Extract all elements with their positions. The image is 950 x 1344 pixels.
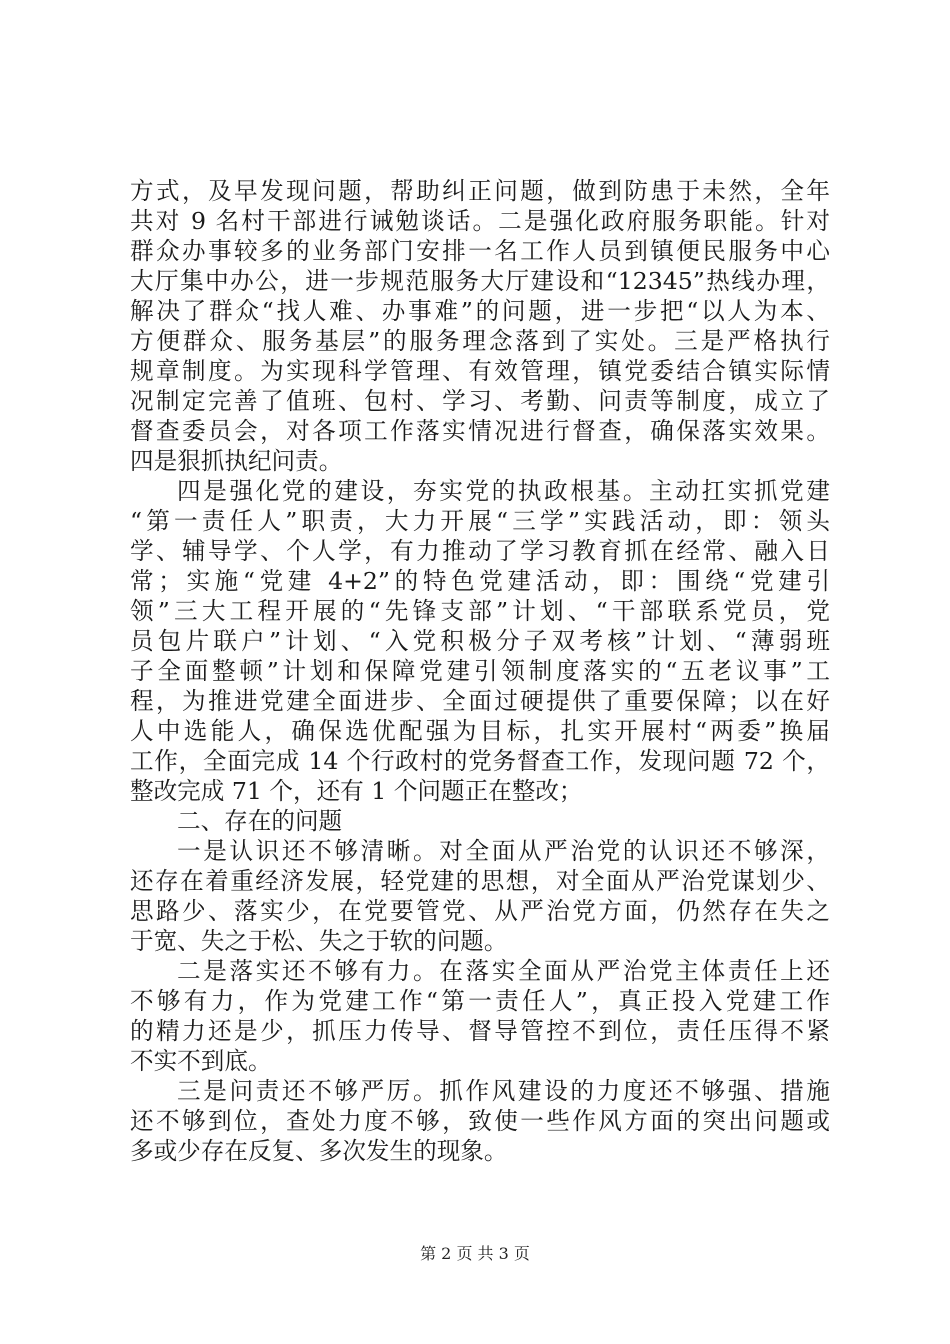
text-line: 不够有力，作为党建工作“第一责任人”，真正投入党建工作 [130,987,830,1015]
text-line: 二、存在的问题 [177,807,343,835]
text-line: 三是问责还不够严厉。抓作风建设的力度还不够强、措施 [177,1077,830,1105]
text-line: 二是落实还不够有力。在落实全面从严治党主体责任上还 [177,957,830,985]
text-line: 的精力还是少，抓压力传导、督导管控不到位，责任压得不紧 [130,1017,830,1045]
document-body [130,176,830,1166]
text-line: 四是狠抓执纪问责。 [130,447,343,475]
text-line: 四是强化党的建设，夯实党的执政根基。主动扛实抓党建 [177,477,830,505]
text-line: 大厅集中办公，进一步规范服务大厅建设和“12345”热线办理， [130,267,830,295]
text-line: 整改完成 71 个，还有 1 个问题正在整改； [130,777,583,805]
text-line: 员包片联户”计划、“入党积极分子双考核”计划、“薄弱班 [130,627,830,655]
text-line: 方式，及早发现问题，帮助纠正问题，做到防患于未然，全年 [130,177,830,205]
text-line: 程，为推进党建全面进步、全面过硬提供了重要保障；以在好 [130,687,830,715]
text-line: 常；实施“党建 4+2”的特色党建活动，即：围绕“党建引 [130,567,830,595]
text-line: 工作，全面完成 14 个行政村的党务督查工作，发现问题 72 个， [130,747,830,775]
text-line: 领”三大工程开展的“先锋支部”计划、“干部联系党员，党 [130,597,830,625]
text-line: 还存在着重经济发展，轻党建的思想，对全面从严治党谋划少、 [130,867,830,895]
text-line: 解决了群众“找人难、办事难”的问题，进一步把“以人为本、 [130,297,830,325]
text-line: 况制定完善了值班、包村、学习、考勤、问责等制度，成立了 [130,387,830,415]
text-line: 不实不到底。 [130,1047,272,1075]
text-line: “第一责任人”职责，大力开展“三学”实践活动，即：领头 [130,507,830,535]
text-line: 学、辅导学、个人学，有力推动了学习教育抓在经常、融入日 [130,537,830,565]
page-footer: 第 2 页 共 3 页 [420,1244,530,1263]
text-line: 督查委员会，对各项工作落实情况进行督查，确保落实效果。 [130,417,830,445]
text-line: 于宽、失之于松、失之于软的问题。 [130,927,508,955]
text-line: 一是认识还不够清晰。对全面从严治党的认识还不够深， [177,837,830,865]
text-line: 群众办事较多的业务部门安排一名工作人员到镇便民服务中心 [130,237,830,265]
text-line: 规章制度。为实现科学管理、有效管理，镇党委结合镇实际情 [130,357,830,385]
text-line: 还不够到位，查处力度不够，致使一些作风方面的突出问题或 [130,1107,830,1135]
text-line: 子全面整顿”计划和保障党建引领制度落实的“五老议事”工 [130,657,830,685]
text-line: 思路少、落实少，在党要管党、从严治党方面，仍然存在失之 [130,897,830,925]
text-line: 方便群众、服务基层”的服务理念落到了实处。三是严格执行 [130,327,830,355]
text-line: 共对 9 名村干部进行诫勉谈话。二是强化政府服务职能。针对 [130,207,830,235]
text-line: 人中选能人，确保选优配强为目标，扎实开展村“两委”换届 [130,717,830,745]
text-line: 多或少存在反复、多次发生的现象。 [130,1137,508,1165]
